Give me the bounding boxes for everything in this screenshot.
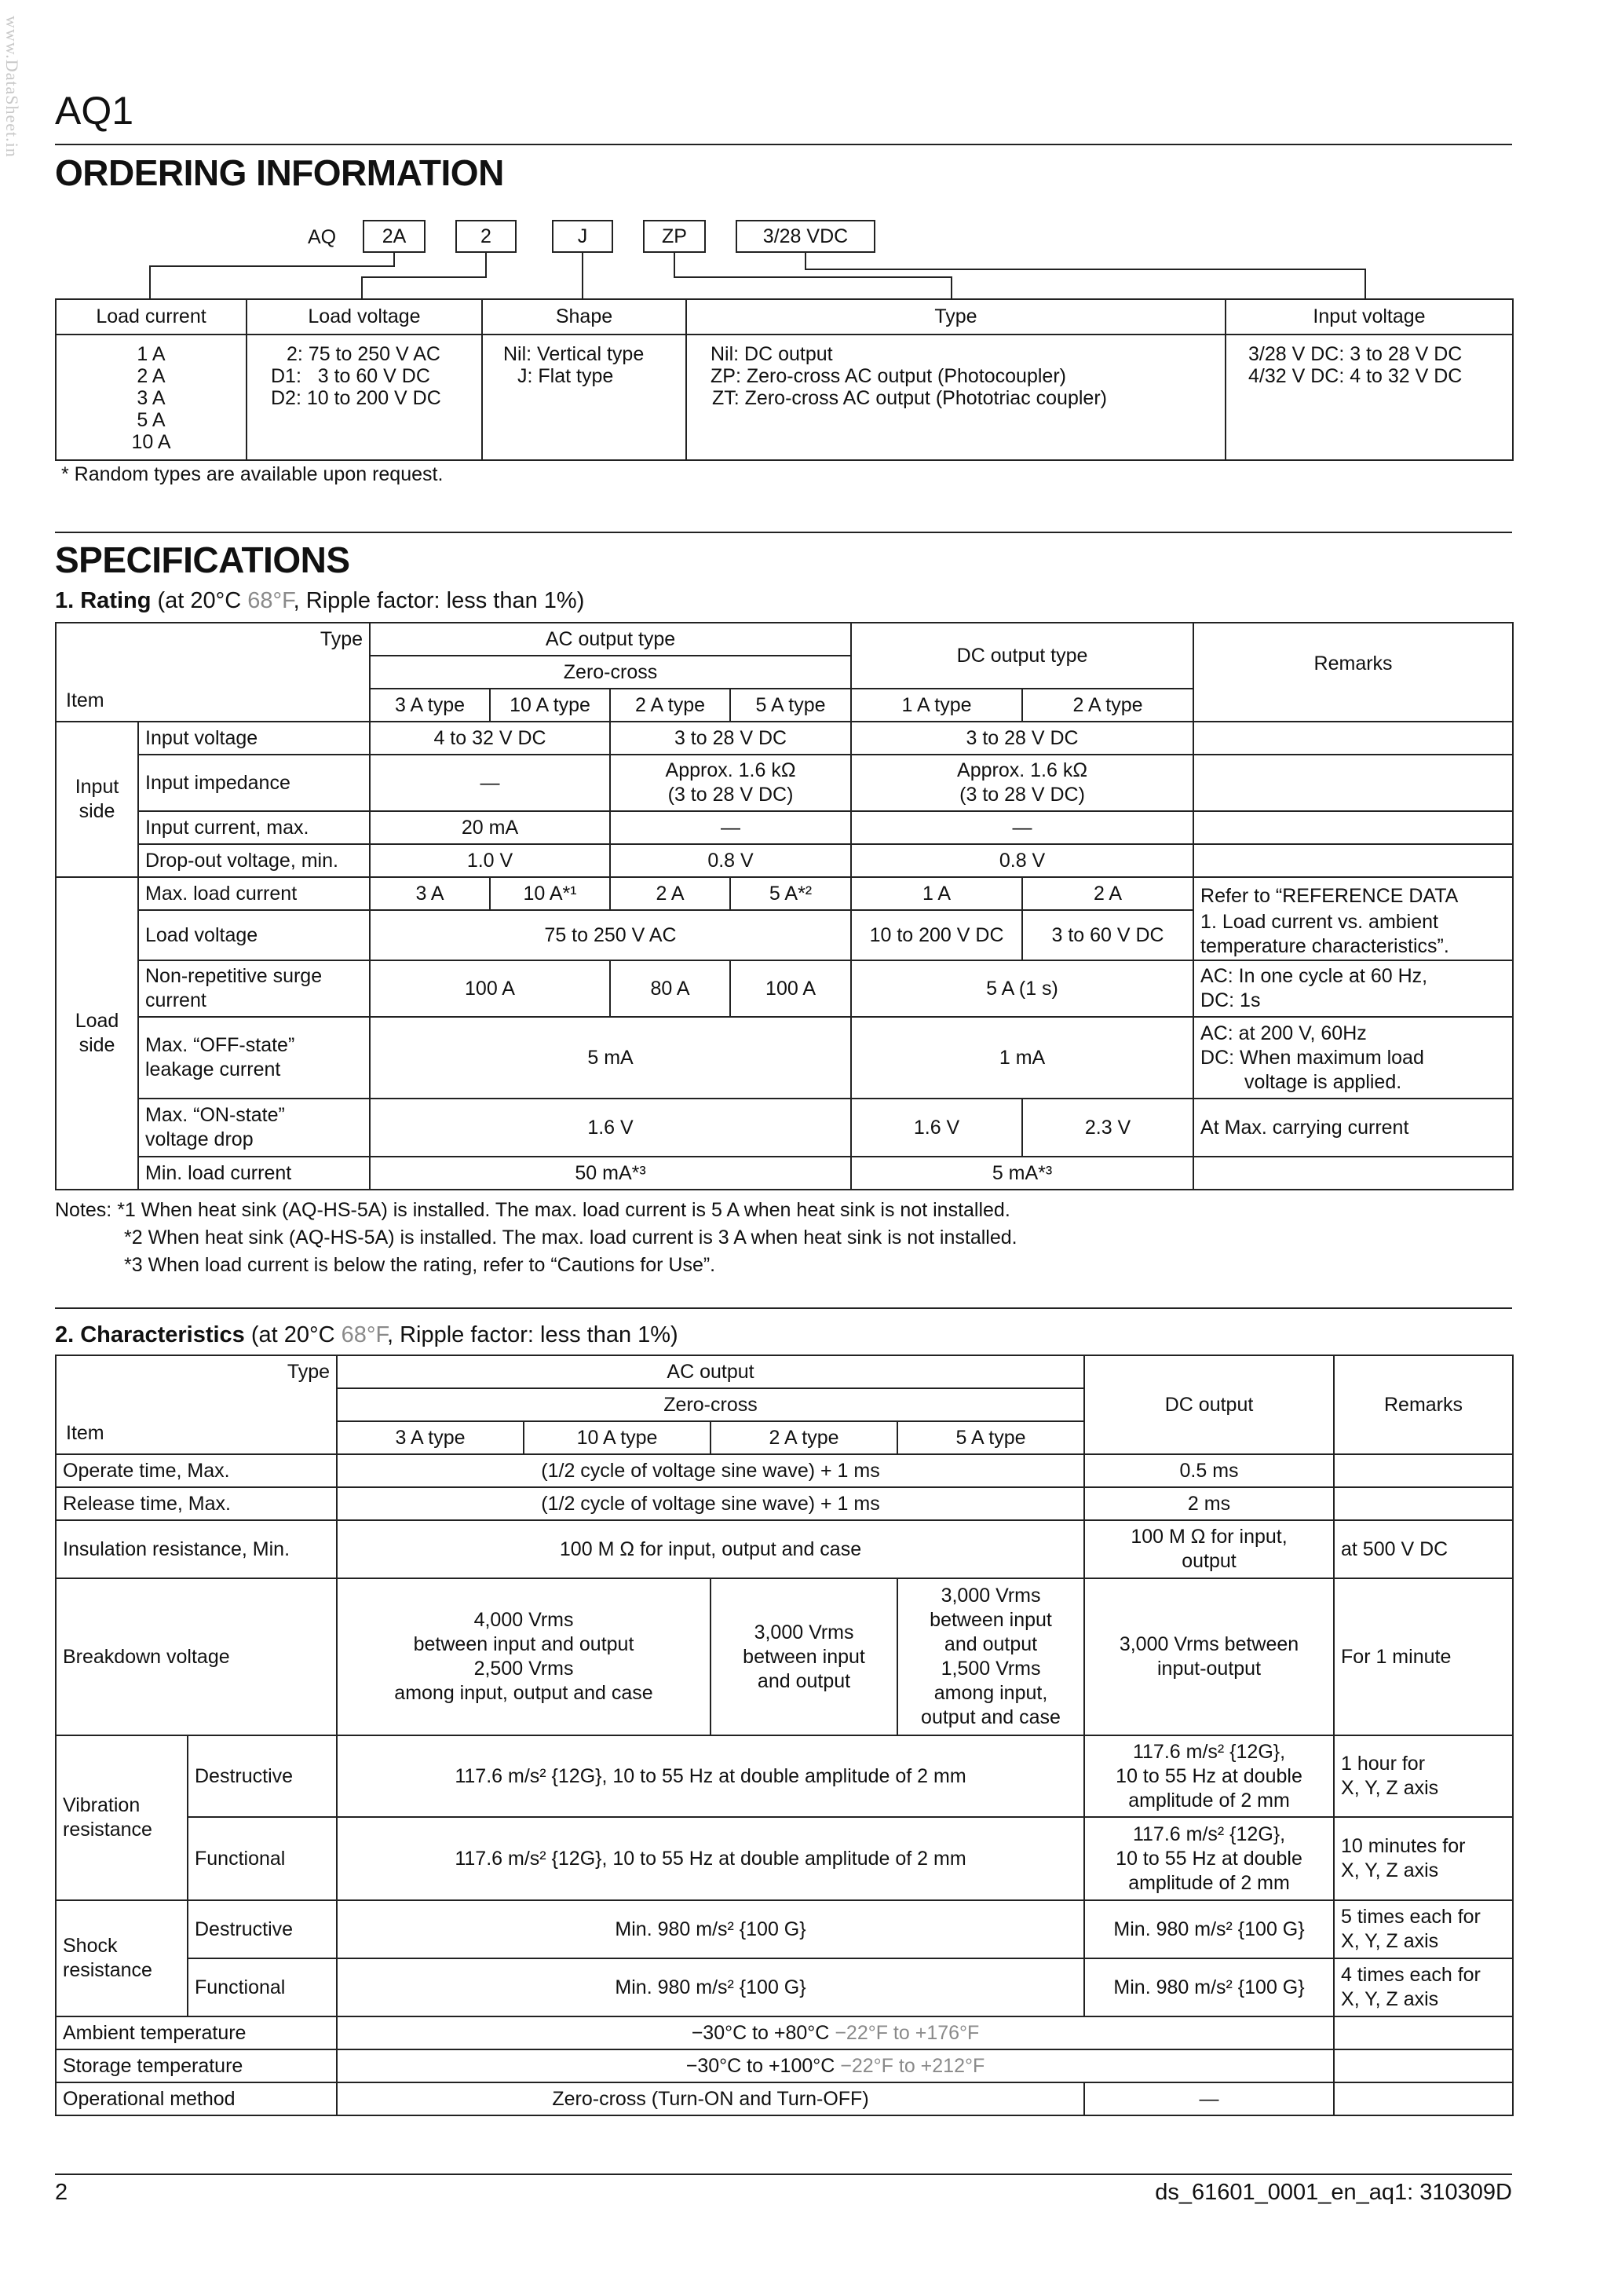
table-row: Shock resistance Destructive Min. 980 m/s² {100 G} Min. 980 m/s² {100 G} 5 times each for X, Y, Z axis <box>56 1900 1513 1958</box>
specs-rule <box>55 532 1512 533</box>
col-2a-dc: 2 A type <box>1022 689 1193 722</box>
ordering-table <box>55 298 1514 461</box>
table-row: Max. “ON-state” voltage drop 1.6 V 1.6 V 2.3 V At Max. carrying current <box>56 1099 1513 1157</box>
type-label: Type <box>56 623 370 656</box>
table-row: Breakdown voltage 4,000 Vrms between input and output 2,500 Vrms among input, output and case 3,000 Vrms between input and output 3,000 Vrms between input and output 1,500 Vrms among input, output and case 3,000 Vrms between input-output For 1 minute <box>56 1578 1513 1735</box>
input-side-label: Input side <box>56 722 138 877</box>
col-3a: 3 A type <box>370 689 490 722</box>
watermark: www.DataSheet.in <box>2 16 22 158</box>
table-row: Drop-out voltage, min. 1.0 V 0.8 V 0.8 V <box>56 844 1513 877</box>
code-prefix: AQ <box>308 226 337 248</box>
table-row: Load voltage 75 to 250 V AC 10 to 200 V DC 3 to 60 V DC 1. Load current vs. ambient temperature characteristics”. <box>56 910 1513 960</box>
shape-options: Nil: Vertical type J: Flat type <box>482 335 686 460</box>
table-row: Release time, Max. (1/2 cycle of voltage sine wave) + 1 ms 2 ms <box>56 1487 1513 1520</box>
table-row: Operational method Zero-cross (Turn-ON and Turn-OFF) — <box>56 2082 1513 2115</box>
col-1a-dc: 1 A type <box>851 689 1022 722</box>
table-row: Functional 117.6 m/s² {12G}, 10 to 55 Hz at double amplitude of 2 mm 117.6 m/s² {12G}, 10 to 55 Hz at double amplitude of 2 mm 10 minutes for X, Y, Z axis <box>56 1817 1513 1900</box>
header-type: Type <box>686 299 1226 335</box>
table-row: Insulation resistance, Min. 100 M Ω for input, output and case 100 M Ω for input, output at 500 V DC <box>56 1520 1513 1578</box>
input-voltage-options: 3/28 V DC: 3 to 28 V DC 4/32 V DC: 4 to 32 V DC <box>1226 335 1513 460</box>
footer-rule <box>55 2174 1512 2175</box>
ac-output-type: AC output type <box>370 623 851 656</box>
table-row: Operate time, Max. (1/2 cycle of voltage sine wave) + 1 ms 0.5 ms <box>56 1454 1513 1487</box>
model-title: AQ1 <box>55 89 134 133</box>
col-2a: 2 A type <box>610 689 730 722</box>
rating-notes: Notes: *1 When heat sink (AQ-HS-5A) is installed. The max. load current is 5 A when heat sink is not installed. *2 When heat sink (AQ-HS-5A) is installed. The max. load current is 3 A when heat sink is not installed. *3 When load current is below the rating, refer to “Cautions for Use”. <box>55 1199 1017 1276</box>
table-row: Max. “OFF-state” leakage current 5 mA 1 mA AC: at 200 V, 60Hz DC: When maximum load voltage is applied. <box>56 1017 1513 1099</box>
characteristics-heading: 2. Characteristics (at 20°C 68°F, Ripple factor: less than 1%) <box>55 1322 678 1347</box>
rating-table <box>55 622 1514 1190</box>
rating-heading: 1. Rating (at 20°C 68°F, Ripple factor: less than 1%) <box>55 588 585 613</box>
table-row: Functional Min. 980 m/s² {100 G} Min. 980 m/s² {100 G} 4 times each for X, Y, Z axis <box>56 1958 1513 2016</box>
table-row: Storage temperature −30°C to +100°C −22°F to +212°F <box>56 2049 1513 2082</box>
specifications-title: SPECIFICATIONS <box>55 539 350 580</box>
table-row: Ambient temperature −30°C to +80°C −22°F to +176°F <box>56 2016 1513 2049</box>
ordering-note: * Random types are available upon request. <box>61 463 444 485</box>
table-row: Input current, max. 20 mA — — <box>56 811 1513 844</box>
top-rule <box>55 144 1512 145</box>
table-row: Vibration resistance Destructive 117.6 m/s² {12G}, 10 to 55 Hz at double amplitude of 2 mm 117.6 m/s² {12G}, 10 to 55 Hz at double amplitude of 2 mm 1 hour for X, Y, Z axis <box>56 1735 1513 1817</box>
table-row: Input side Input voltage 4 to 32 V DC 3 to 28 V DC 3 to 28 V DC <box>56 722 1513 755</box>
load-voltage-options: 2: 75 to 250 V AC D1: 3 to 60 V DC D2: 10 to 200 V DC <box>247 335 482 460</box>
code-shape: J <box>552 220 613 253</box>
header-input-voltage: Input voltage <box>1226 299 1513 335</box>
header-shape: Shape <box>482 299 686 335</box>
code-load-current: 2A <box>363 220 426 253</box>
remarks-header: Remarks <box>1193 623 1513 722</box>
page-number: 2 <box>55 2180 68 2205</box>
zero-cross-header: Zero-cross <box>370 656 851 689</box>
type-options: Nil: DC output ZP: Zero-cross AC output (Photocoupler) ZT: Zero-cross AC output (Phototriac coupler) <box>686 335 1226 460</box>
characteristics-table: Type AC output DC output Remarks Item Zero-cross 3 A type 10 A type 2 A type 5 A type Operate time, Max. (1/2 cycle of voltage sine wave) + 1 ms 0.5 ms Release time, Max. (1/2 cycle of voltage sine wave) + 1 ms 2 ms Insulation resistance, Min. 100 M Ω for input, output and case 100 M Ω for input, output at 500 V DC Breakdown voltage 4,000 Vrms between input and output 2,500 Vrms among input, output and case 3,000 Vrms between input and output 3,000 Vrms between input and output 1,500 Vrms among input, output and case 3,000 Vrms between input-output For 1 minute Vibration resistance Destructive 117.6 m/s² {12G}, 10 to 55 Hz at double amplitude of 2 mm 117.6 m/s² {12G}, 10 to 55 Hz at double amplitude of 2 mm 1 hour for X, Y, Z axis Functional 117.6 m/s² {12G}, 10 to 55 Hz at double amplitude of 2 mm 117.6 m/s² {12G}, 10 to 55 Hz at double amplitude of 2 mm 10 minutes for X, Y, Z axis Shock resistance Destructive Min. 980 m/s² {100 G} Min. 980 m/s² {100 G} 5 times each for X, Y, Z axis Functional Min. 980 m/s² {100 G} Min. 980 m/s² {100 G} 4 times each for X, Y, Z axis Ambient temperature −30°C to +80°C −22°F to +176°F Storage temperature −30°C to +100°C −22°F to +212°F Operational method Zero-cross (Turn-ON and Turn-OFF) — <box>55 1355 1514 2116</box>
table-row: Min. load current 50 mA*³ 5 mA*³ <box>56 1157 1513 1190</box>
code-type: ZP <box>643 220 706 253</box>
col-10a: 10 A type <box>490 689 610 722</box>
table-row: Input impedance — Approx. 1.6 kΩ (3 to 28 V DC) Approx. 1.6 kΩ (3 to 28 V DC) <box>56 755 1513 811</box>
load-current-options: 1 A 2 A 3 A 5 A 10 A <box>56 335 247 460</box>
load-side-label: Load side <box>56 877 138 1190</box>
header-load-current: Load current <box>56 299 247 335</box>
table-row: Load side Max. load current 3 A 10 A*¹ 2 A 5 A*² 1 A 2 A Refer to “REFERENCE DATA <box>56 877 1513 910</box>
code-load-voltage: 2 <box>455 220 517 253</box>
characteristics-rule <box>55 1307 1512 1309</box>
item-label: Item <box>56 656 370 722</box>
code-input-voltage: 3/28 VDC <box>736 220 875 253</box>
dc-output-type: DC output type <box>851 623 1193 689</box>
document-id: ds_61601_0001_en_aq1: 310309D <box>1155 2180 1512 2205</box>
table-row: Non-repetitive surge current 100 A 80 A 100 A 5 A (1 s) AC: In one cycle at 60 Hz, DC: 1s <box>56 960 1513 1017</box>
ordering-title: ORDERING INFORMATION <box>55 152 504 193</box>
header-load-voltage: Load voltage <box>247 299 482 335</box>
col-5a: 5 A type <box>730 689 851 722</box>
